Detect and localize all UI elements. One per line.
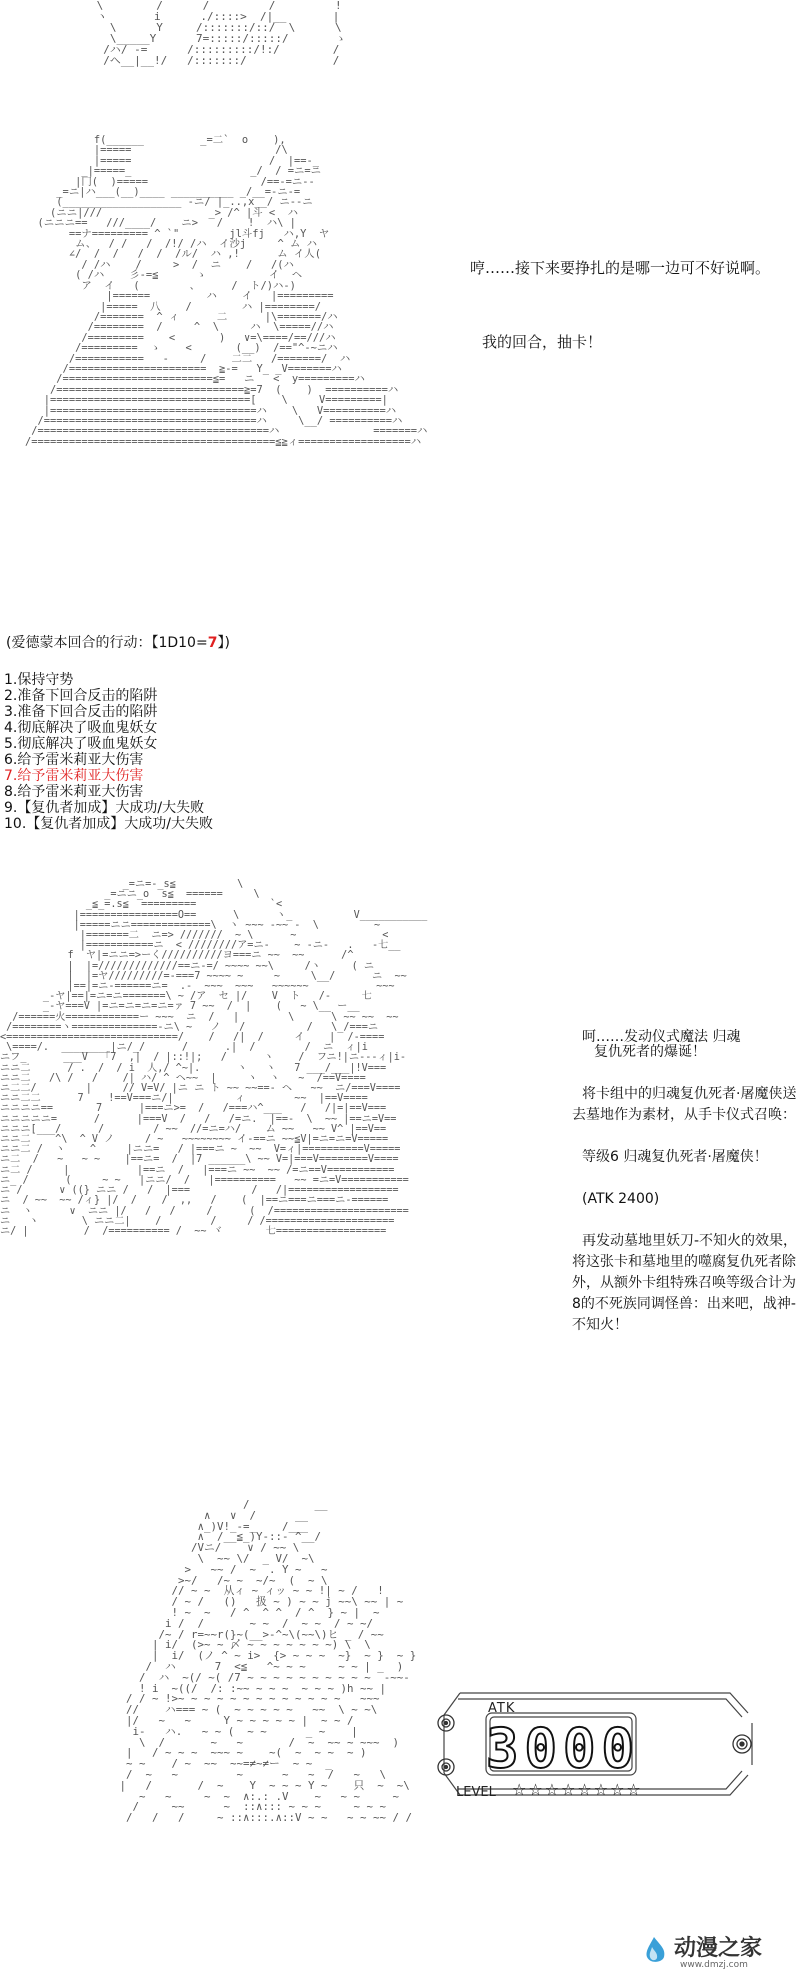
action-option: 4.彻底解决了吸血鬼妖女 (4, 720, 158, 736)
narration-line: (ATK 2400) (582, 1191, 660, 1207)
action-option: 10.【复仇者加成】大成功/大失败 (4, 816, 213, 832)
narration-line: 复仇死者的爆诞！ (594, 1044, 706, 1060)
narration-block (572, 1027, 798, 1357)
ascii-art-avenger-portrait: f(______ _=二` o ), |===== /\ |===== / |==-_ _|=====_ _/ / =ニ=ニ |冂( )===== /==-=ニ-- _=ニ|ハ___(__)____ __________ _/__=-ニ-= (___________________ -ニ/ |_..,x__/ ニ--ニ (ニニ|/// _> /^ |斗 < ハ (ニニニ== ///____/ ニ> / ! ハ\ | ==ナ========= ^ `" jl斗fj ハ,Y ヤ ム、 / / / /!/ /ハ イ沙j ^ ム ハ ∠/ / / / / /ル/ ハ ,! ム イ人( / /ハ / > / ニ / /(ハ ( /ハ 彡-=≦ ゝ イ ヘ ア イ ( 、 / ト/)ハ-) |====== ハ イ |========= |===== 八 / ハ |========/ /======= ^ ィ 二 |\=======/ハ /======== / ^ \ ハ \=====//ハ /========= < ) ∨=\====/==///ハ /========= ゝ < (__) /=="^-~ニハ /=========== - / 二二 /=======/ ハ /====================== ≧-= Y_ _V=======ハ /========================≦= ニ < y=========ハ /==============================≧=7 ( ) ==========ハ |================================[ \ V=========| |=================================ハ \ V==========ハ /==================================ハ \__/ ==========ハ /=====================================ハ =======ハ /=======================================≦≧ィ==================ハ (25, 134, 428, 448)
narration-line: 将卡组中的归魂复仇死者·屠魔侠送去墓地作为素材，从手卡仪式召唤： (572, 1086, 797, 1123)
narration-line: 再发动墓地里妖刀-不知火的效果，将这张卡和墓地里的噬腐复仇死者除外，从额外卡组特殊召唤等级合计为8的不死族同调怪兽：出来吧，战神-不知火！ (572, 1233, 798, 1333)
dice-roll-line (6, 632, 230, 652)
dialog-line: 哼……接下来要挣扎的是哪一边可不好说啊。 (470, 259, 771, 277)
right-eye-ornament (733, 1735, 751, 1753)
watermark-title: 动漫之家 (674, 1936, 763, 1961)
action-option: 1.保持守势 (4, 672, 74, 688)
action-option: 5.彻底解决了吸血鬼妖女 (4, 736, 158, 752)
roll-suffix: 】) (217, 635, 230, 651)
narration-line: 等级6 归魂复仇死者·屠魔侠！ (582, 1149, 768, 1165)
action-option: 8.给予雷米莉亚大伤害 (4, 784, 144, 800)
action-option: 7.给予雷米莉亚大伤害 (4, 768, 144, 784)
ascii-art-avenger-casting: _=ニ=-_s≦ \ _=ニニ_o s≦ ====== \ _≦_=.s≦ ========= `< |================O== \ ヽ_ V___________ |=====ニニ=============\ ヽ ~~~ -~~ - \ ~ |=======二 ニ=> /////// ~ \ ~ < |===========ニ < ////////ア=ニ- ~ -ニ- . -七__ f ヤ|=ニニ=>ーく//////////ヨ===ニ ~~ ~~ /^ | |=/////////////==ニ-=/ ~~~~ ~~\ /ヽ ( ニ | |=ヤ/////////=-===7 ~~~~ ~ ~ \__/ ニ ~~ |==|=ニ-======ニ= .- ~~~ ~~~ ~~~~~~ ~~~ _-ヤ|==|=ニ=ニ=======\ ~ /ア セ |/ V ト /- 七 _-ヤ===V |=ニ=ニ=ニ=ニ=ァ 7 ~~ / | ( ~ \__ ー__ /======火============ー ~~~ ニ / | \ \ ~~ ~~ ~~ /========ヽ==============-ニ\ ~ ノ / / \_/===ニ <============================/ / /| / イ | /-==== \====/. ________|ニ/_/ / .| / / ニ ィ|i ニフ_ ___V 「7 ,| / |::!|; / ヽ / フニ!|ニ---ィ|i- ニニ二 / . / / i 人,/ ^~|. ヽ ヽ 7 ___/___|!V=== ニニ二 /\ / / /| ハ/ ^ ヘ~~ | ヽ ヽ ~ /==V==== ニ二二/ | // V=V/ |ニ ニ ト ~~ ~~==- ヘ ~~ ニ/===V==== ニニ二二 7 !==V===ニ/| ィ ~~ |==V==== ニニニニ== 7 |===ニ>= / /===ハ^___ / /|=|==V=== ニニニニニ= / |===V / / /=ニ. |==- \ ~~ |==ニ=V== ニニニ[___/ / / ~~ //=ニ=ハ/ ム ~~ ~~ V^ |==V== ニニ二 ^\ ^ V ノ / ~ ~~~~~~~~ イ-==ニ ~~≦V|=ニ=ニ=V===== ニニ二 / ヽ ^ |ニニ= / |===ニ ~ ~~ V=ィ|==========V===== ニ二 / ~ ~ ~ |==ニ= / |7 ______\ ~~ V=|===V========V==== ニ二 / | |==ニ / |===ニ ~~ ~~ /=ニ==V=========== ニ_ / ( ~ ~ |ニニ/ / |========== ~~ =ニ=V=========== ニ / ∨ ((} ニニ / / |=== / /|================== ニ / ~~ ~~ /ィ} |/ / / ,, / ( |==ニ===ニ===ニ-====== ニ ヽ ∨ ニニ |/ / / / ( /====================== ニ ヽ \ ニニ二| / / / /===================== ニ/ | / /========== / ~~ ヾ 七================== (0, 879, 428, 1237)
action-option: 2.准备下回合反击的陷阱 (4, 688, 158, 704)
dialog-line: 我的回合，抽卡！ (482, 333, 603, 351)
ascii-art-top-fragment: \ / / / ! ヽ i ./::::> /|__ | \ Y /:::::::/::/ \ \ \_____Y 7=:::::/:::::/ ゝ /ハ/ -= /:::::::::/!:/ / /ヘ__|__!/ /:::::::/ / (96, 0, 347, 67)
roll-prefix: (爱德蒙本回合的行动：【1D10= (6, 635, 208, 651)
action-options-list (4, 672, 213, 832)
site-logo-icon (640, 1935, 670, 1965)
left-eye-ornament (438, 1715, 454, 1775)
level-label: LEVEL (456, 1785, 496, 1800)
atk-label: ATK (488, 1701, 516, 1716)
roll-value: 7 (207, 635, 218, 651)
action-option: 6.给予雷米莉亚大伤害 (4, 752, 144, 768)
watermark-url: www.dmzj.com (680, 1960, 748, 1970)
atk-value: 3000 (486, 1717, 641, 1780)
action-option: 9.【复仇者加成】大成功/大失败 (4, 800, 205, 816)
narration-line: 呵……发动仪式魔法 归魂 (582, 1029, 741, 1045)
ascii-art-war-god-shiranui: / __ ∧ ∨ / __ ∧_)V!_-=_ /___ ∧ /__≦_)Y-::- ^__/ /Vニ/ ∨ / ~~ \ \ ~~ \/ _ V/ ~\ > ~~ / ~ . Y ~ ~ >~/ /~ ~ ~/~ ( ~ \ // ~ ~ 从ィ ~ ィッ ~ ~ !| ~ / ! / ~ / () 扱 ~ ) ~ ~ j ~~\ ~~ | ~ ! ~ ~ / ^ ^ ^ / ^ } ~ | ~ i / / ~ ~ / ~ ~ / ~ ~/ /~ / r=~~r(}~(__>-^~\(~~\)ヒ _ / ~~ | i/ (>~ ~ 〆 ~ ~ ~ ~ ~ ~ ~) \ \ | i/ (ノ ^ ~ i> {> ~ ~ ~ ~} ~ } ~ } / ハ 7 <≦ ^~ ~ ~ ~ ~ | _ ) / ハ ~(/ ~( /7 ~ ~ ~ ~ ~ ~ ~ ~ ~ ~ -~~- ! i ~((/ /: :~~ ~ ~ ~ ~ ~ ~ )h ~~ | / / ~ !>~ ~ ~ ~ ~ ~ ~ ~ ~ ~ ~ ~ ~ ~~~ // ハ=== ~ ( ~ ~ ~ ~ ~ ~~ \ ~ ~\ |/ ~ ~ Y ~ ~ ~ ~ ~ | ~ ~ / i- ハ. ~ ~ ( ~ ~ _ ~ | \ / ~ ~ / ~ ~~ ~ ~~~ ) | / ~ ~ ~ ~~~ ~ ~( ~ ~ ~ ~ ) ~ ~ / ~ ~~ ~~=≠~≠ー ~ ~ _ / ~ ~ ~ ~ ~ / ~ \ | / / ~ Y ~ ~ ~ Y ~ 只 ~ ~\ ~ ~ ~ ~ ∧:.: .V ~ ~ ~ ~ / ~~ ~ ::∧::: ~ ~ ~ ~ ~ ~ / / / ~ ::∧:::.∧::V ~ ~ ~ ~ ~~ / / (119, 1498, 417, 1825)
level-stars: ☆☆☆☆☆☆☆☆ (512, 1780, 643, 1799)
action-option: 3.准备下回合反击的陷阱 (4, 704, 158, 720)
